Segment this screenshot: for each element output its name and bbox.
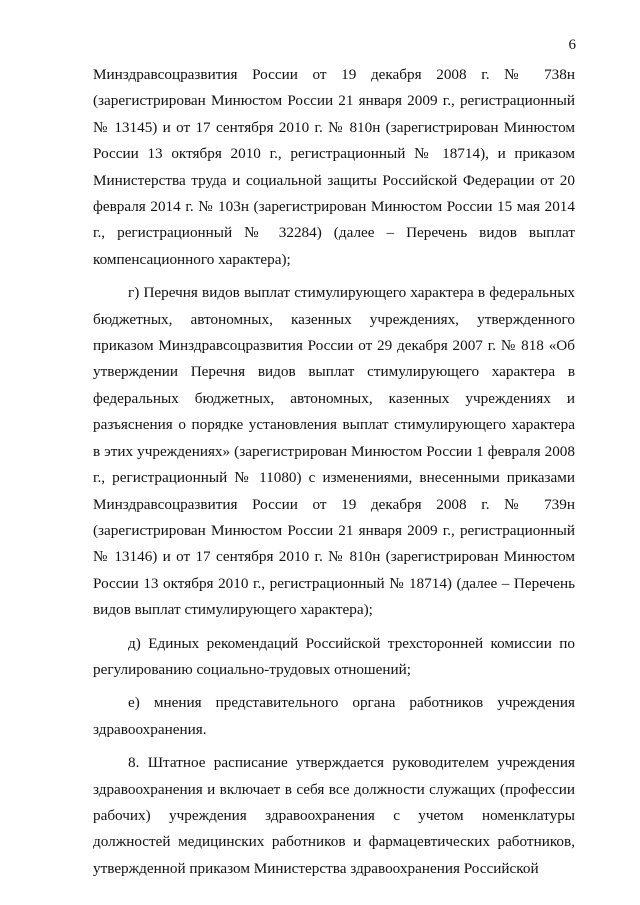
paragraph-list-continuation: Минздравсоцразвития России от 19 декабря 2008 г. № 738н (зарегистрирован Минюстом России 21 января 2009 г., регистрационный № 13145) и от 17 сентября 2010 г. № 810н (зарегистрирован Минюстом России 13 октября 2010 г., регистрационный № 18714), и приказом Министерства труда и социальной защиты Российской Федерации от 20 февраля 2014 г. № 103н (зарегистрирован Минюстом России 15 мая 2014 г., регистрационный № 32284) (далее – Перечень видов выплат компенсационного характера); — [93, 66, 575, 268]
page-number: 6 — [568, 37, 576, 53]
document-body — [93, 62, 575, 882]
paragraph-item-g: г) Перечня видов выплат стимулирующего характера в федеральных бюджетных, автономных, казенных учреждениях, утвержденного приказом Минздравсоцразвития России от 29 декабря 2007 г. № 818 «Об утверждении Перечня видов выплат стимулирующего характера в федеральных бюджетных, автономных, казенных учреждениях и разъяснения о порядке установления выплат стимулирующего характера в этих учреждениях» (зарегистрирован Минюстом России 1 февраля 2008 г., регистрационный № 11080) с изменениями, внесенными приказами Минздравсоцразвития России от 19 декабря 2008 г. № 739н (зарегистрирован Минюстом России 21 января 2009 г., регистрационный № 13146) и от 17 сентября 2010 г. № 810н (зарегистрирован Минюстом России 13 октября 2010 г., регистрационный № 18714) (далее – Перечень видов выплат стимулирующего характера); — [93, 284, 575, 619]
paragraph-item-8: 8. Штатное расписание утверждается руководителем учреждения здравоохранения и включает в себя все должности служащих (профессии рабочих) учреждения здравоохранения с учетом номенклатуры должностей медицинских работников и фармацевтических работников, утвержденной приказом Министерства здравоохранения Российской — [93, 754, 575, 877]
paragraph-item-e: е) мнения представительного органа работников учреждения здравоохранения. — [93, 694, 575, 738]
paragraph-item-d: д) Единых рекомендаций Российской трехсторонней комиссии по регулированию социально-трудовых отношений; — [93, 634, 575, 678]
